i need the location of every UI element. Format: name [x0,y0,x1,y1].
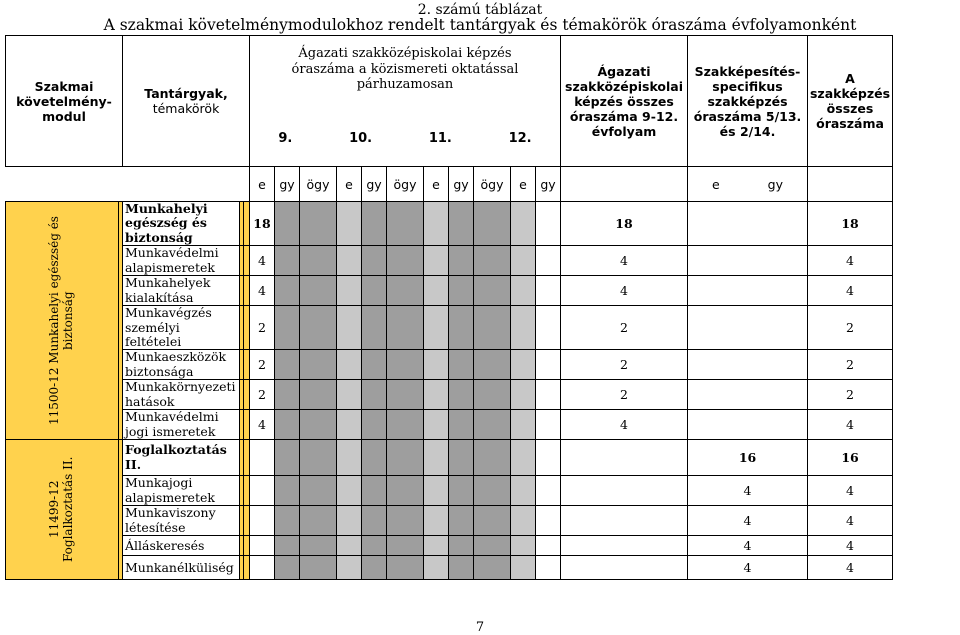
value-sector-total: 4 [561,276,688,306]
module-label: 11500-12 Munkahelyi egészség és biztonság [47,216,75,426]
subject-label: Foglalkoztatás II. [123,440,240,476]
value-grade9-e: 4 [250,246,275,276]
value-grade9-e: 4 [250,410,275,440]
value-specific [688,306,808,350]
table-row [6,506,893,536]
value-specific [688,410,808,440]
value-sector-total [561,506,688,536]
module-header: Szakmai követelmény-modul [6,36,123,167]
value-grade9-e [250,506,275,536]
value-total: 4 [808,536,893,556]
value-specific: 4 [688,506,808,536]
value-grade9-e: 4 [250,276,275,306]
value-total: 4 [808,506,893,536]
parallel-header: Ágazati szakközépiskolai képzés óraszáma a közismereti oktatással párhuzamosan 9. 10. 11. 12. [250,36,561,167]
table-row [6,276,893,306]
value-grade9-e [250,476,275,506]
value-total: 4 [808,276,893,306]
value-sector-total: 4 [561,410,688,440]
value-grade9-e [250,440,275,476]
subheader-cell: gy [275,167,300,202]
subject-label: Munkaviszony létesítése [123,506,240,536]
subheader-cell: ögy [387,167,424,202]
subheader-cell: ögy [300,167,337,202]
subject-label: Munkavégzés személyi feltételei [123,306,240,350]
subheader-row [6,167,893,202]
value-sector-total [561,476,688,506]
module-label: 11499-12 Foglalkoztatás II. [47,457,75,563]
value-total: 2 [808,350,893,380]
value-total: 2 [808,380,893,410]
specific-header: Szakképesítés-specifikus szakképzés óraszáma 5/13. és 2/14. [688,36,808,167]
subject-label: Munkakörnyezeti hatások [123,380,240,410]
value-sector-total [561,556,688,580]
table-row [6,476,893,506]
subheader-cell: e [337,167,362,202]
subject-label: Munkajogi alapismeretek [123,476,240,506]
year-10: 10. [349,130,373,146]
year-12: 12. [508,130,532,146]
table-row [6,350,893,380]
total-header: A szakképzés összes óraszáma [808,36,893,167]
module-cell-11500 [6,202,119,440]
subheader-cell: ögy [474,167,511,202]
value-specific [688,202,808,246]
table-row [6,440,893,476]
subject-label: Álláskeresés [123,536,240,556]
value-total: 4 [808,246,893,276]
subject-label: Munkahelyi egészség és biztonság [123,202,240,246]
value-grade9-e: 18 [250,202,275,246]
value-sector-total: 2 [561,350,688,380]
table-row [6,536,893,556]
subject-label: Munkanélküliség [123,556,240,580]
table-row [6,306,893,350]
value-total: 4 [808,476,893,506]
subject-label: Munkavédelmi alapismeretek [123,246,240,276]
value-total: 2 [808,306,893,350]
curriculum-table [5,35,893,580]
table-row [6,246,893,276]
value-sector-total: 18 [561,202,688,246]
value-total: 4 [808,410,893,440]
page-number: 7 [475,620,485,635]
value-sector-total: 4 [561,246,688,276]
value-specific [688,350,808,380]
subject-label: Munkavédelmi jogi ismeretek [123,410,240,440]
table-row [6,202,893,246]
subheader-cell: e [511,167,536,202]
value-sector-total: 2 [561,306,688,350]
year-9: 9. [278,130,293,146]
subheader-cell: gy [536,167,561,202]
value-sector-total [561,536,688,556]
table-row [6,410,893,440]
subheader-cell: e [250,167,275,202]
value-grade9-e: 2 [250,380,275,410]
table-row [6,556,893,580]
value-grade9-e [250,536,275,556]
value-total: 16 [808,440,893,476]
table-row [6,380,893,410]
table-caption: 2. számú táblázat [417,2,543,18]
value-specific [688,246,808,276]
year-11: 11. [428,130,452,146]
value-specific [688,276,808,306]
subjects-header: Tantárgyak, témakörök [123,36,250,167]
table-title: A szakmai követelménymodulokhoz rendelt tantárgyak és témakörök óraszáma évfolyamonként [103,16,857,34]
value-sector-total [561,440,688,476]
value-total: 18 [808,202,893,246]
subheader-cell: gy [449,167,474,202]
subheader-cell: gy [362,167,387,202]
value-specific: 16 [688,440,808,476]
value-specific [688,380,808,410]
module-cell-11499 [6,440,119,580]
value-sector-total: 2 [561,380,688,410]
subject-label: Munkaeszközök biztonsága [123,350,240,380]
value-specific: 4 [688,476,808,506]
value-total: 4 [808,556,893,580]
sector-total-header: Ágazati szakközépiskolai képzés összes óraszáma 9-12. évfolyam [561,36,688,167]
subheader-cell: e [712,176,720,192]
subheader-cell: gy [767,176,784,192]
subject-label: Munkahelyek kialakítása [123,276,240,306]
value-grade9-e: 2 [250,350,275,380]
value-grade9-e: 2 [250,306,275,350]
subheader-cell: e [424,167,449,202]
value-grade9-e [250,556,275,580]
value-specific: 4 [688,556,808,580]
value-specific: 4 [688,536,808,556]
